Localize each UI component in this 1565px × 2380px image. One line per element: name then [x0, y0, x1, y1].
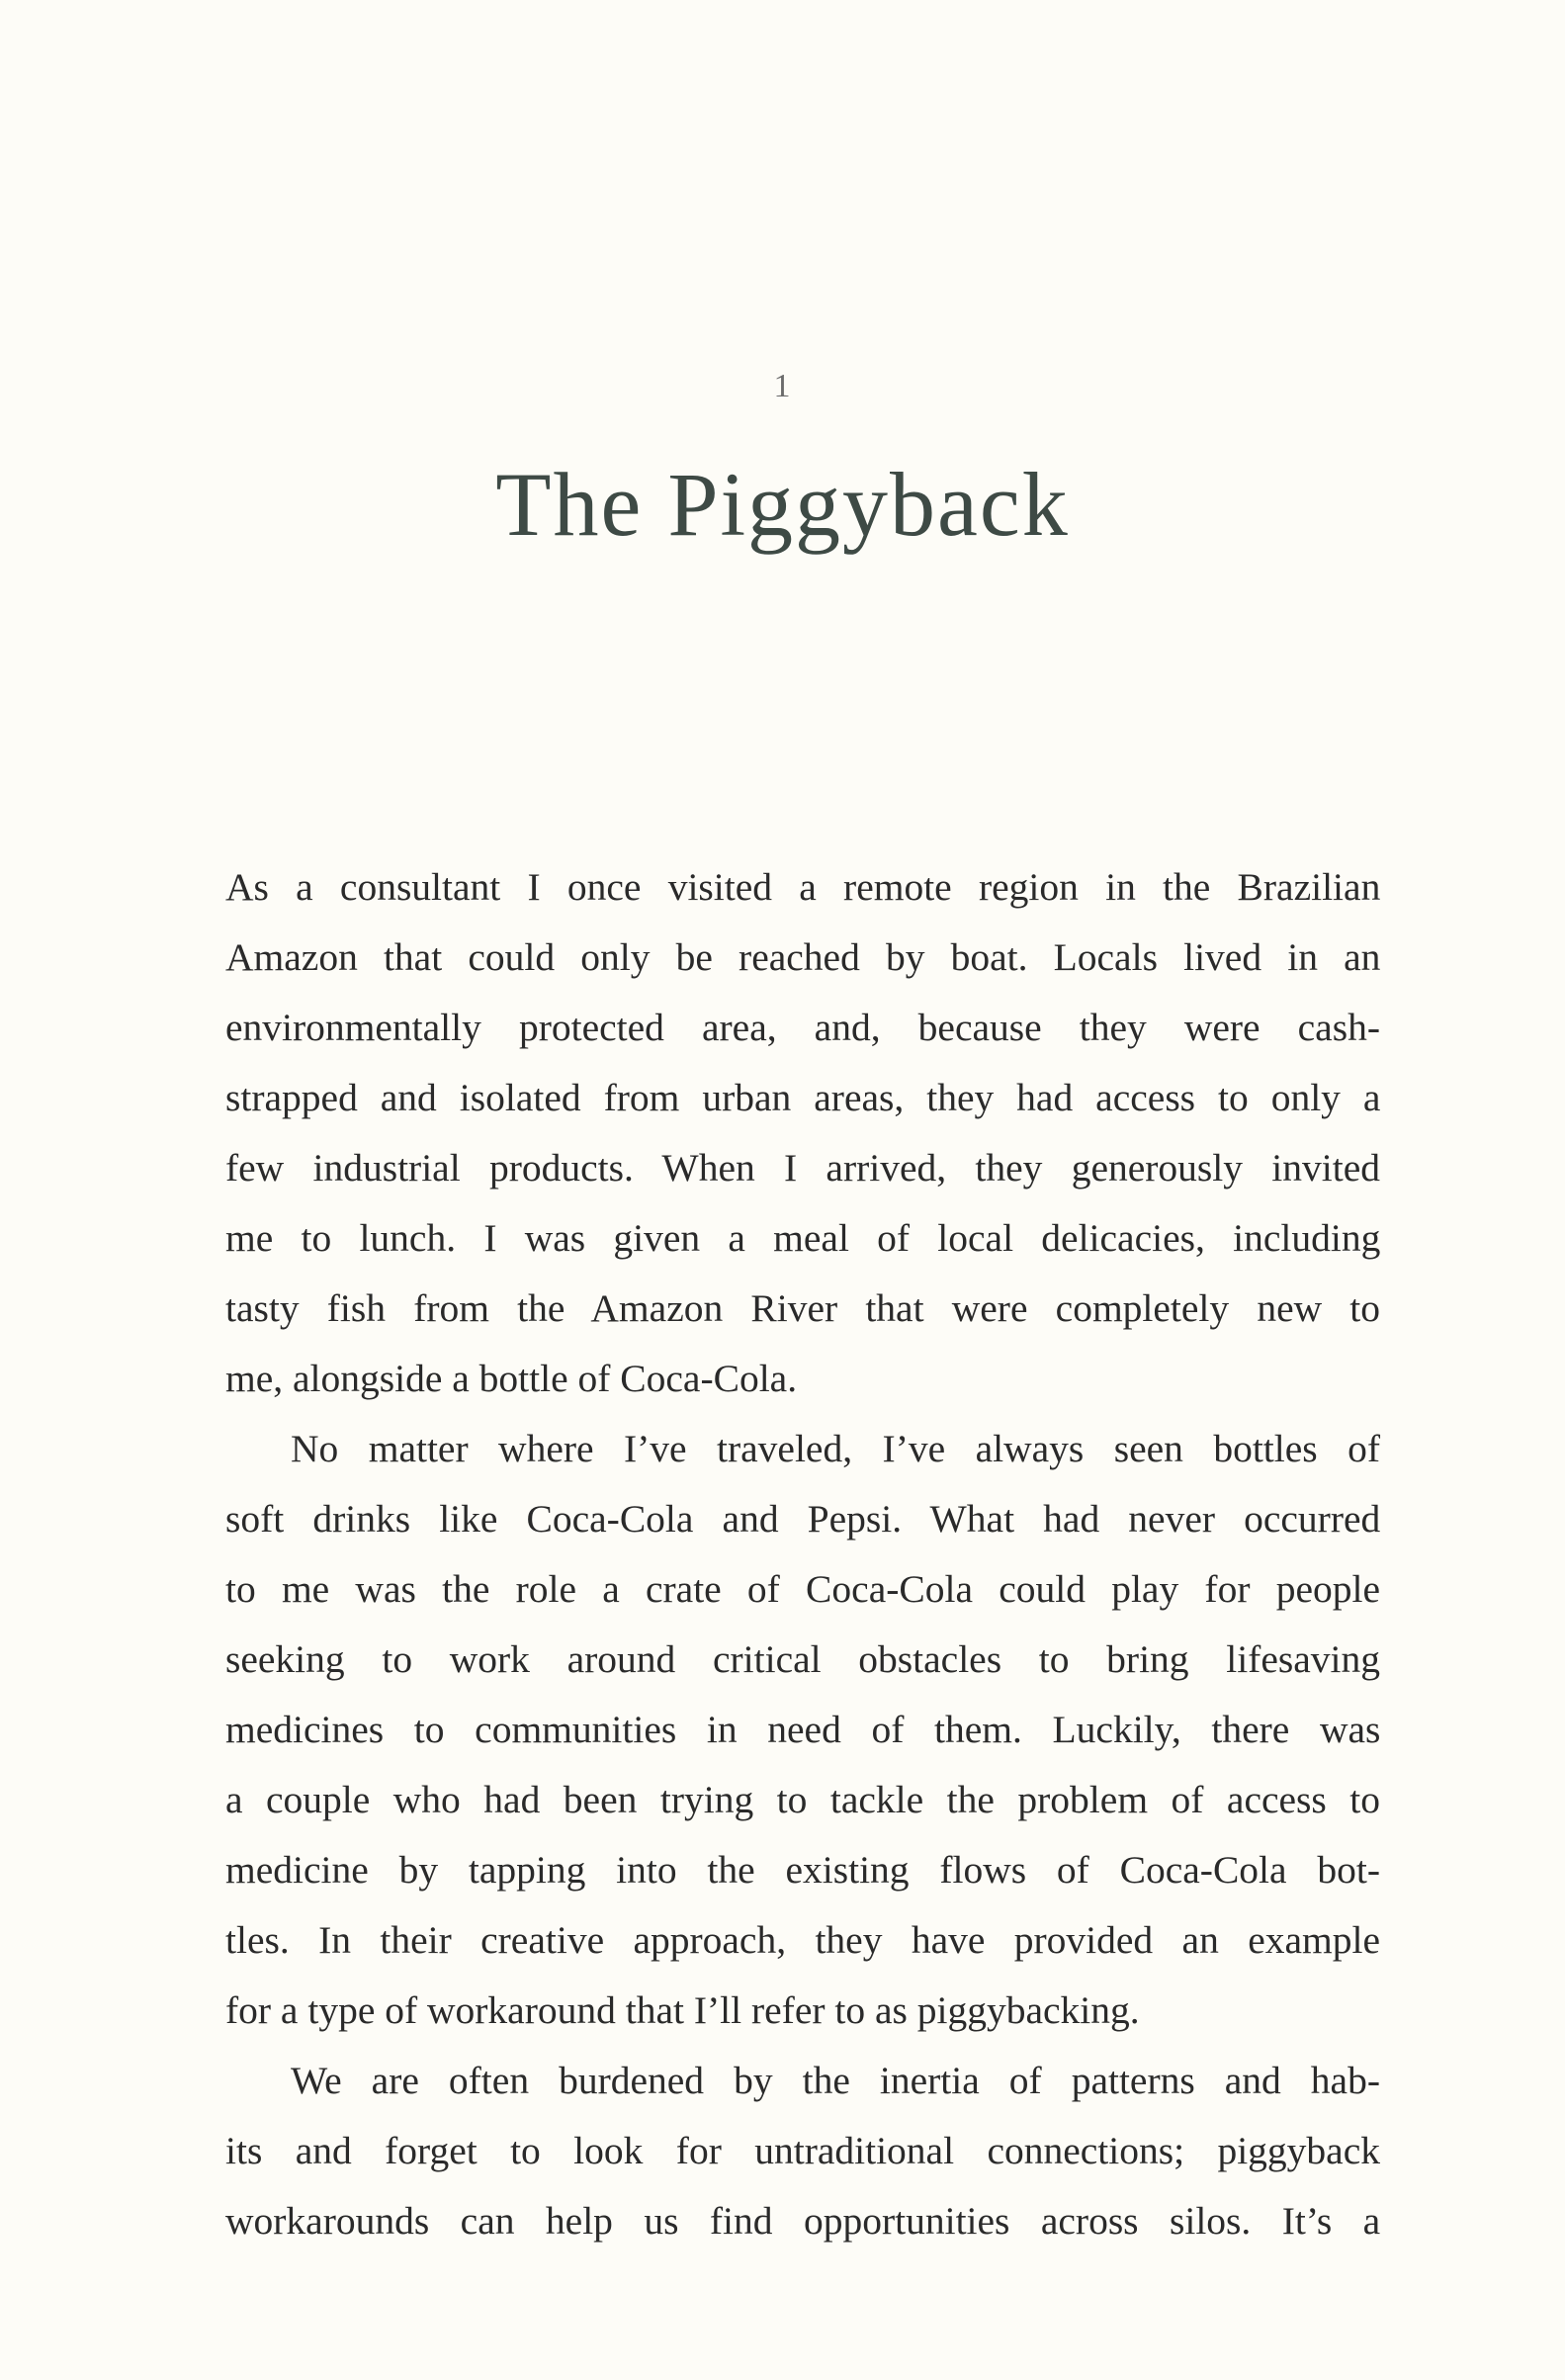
text-line: medicine by tapping into the existing flows of Coca-Cola bot- — [225, 1848, 1380, 1892]
chapter-title: The Piggyback — [495, 454, 1070, 555]
text-line: We are often burdened by the inertia of patterns and hab- — [291, 2059, 1380, 2102]
text-line: seeking to work around critical obstacles to bring lifesaving — [225, 1637, 1380, 1681]
text-line: Amazon that could only be reached by boat. Locals lived in an — [225, 935, 1381, 979]
paragraph-1 — [225, 852, 1380, 1414]
text-line: me, alongside a bottle of Coca-Cola. — [225, 1357, 798, 1400]
text-line: for a type of workaround that I’ll refer to as piggybacking. — [225, 1988, 1140, 2032]
text-line: me to lunch. I was given a meal of local delicacies, including — [225, 1216, 1381, 1260]
text-line: workarounds can help us find opportunities across silos. It’s a — [225, 2199, 1381, 2243]
text-line: its and forget to look for untraditional connections; piggyback — [225, 2129, 1380, 2172]
text-line: As a consultant I once visited a remote region in the Brazilian — [225, 865, 1381, 909]
paragraph-3 — [225, 2046, 1380, 2256]
text-line: environmentally protected area, and, because they were cash- — [225, 1006, 1380, 1049]
body-text — [225, 852, 1380, 2256]
text-line: strapped and isolated from urban areas, they had access to only a — [225, 1076, 1381, 1119]
text-line: soft drinks like Coca-Cola and Pepsi. What had never occurred — [225, 1497, 1381, 1541]
text-line: No matter where I’ve traveled, I’ve always seen bottles of — [291, 1427, 1380, 1470]
text-line: medicines to communities in need of them. Luckily, there was — [225, 1708, 1381, 1751]
text-line: tasty fish from the Amazon River that were completely new to — [225, 1286, 1381, 1330]
paragraph-2 — [225, 1414, 1380, 2046]
text-line: to me was the role a crate of Coca-Cola could play for people — [225, 1567, 1380, 1611]
text-line: a couple who had been trying to tackle the problem of access to — [225, 1778, 1380, 1821]
chapter-number: 1 — [773, 368, 792, 404]
text-line: tles. In their creative approach, they have provided an example — [225, 1918, 1380, 1962]
text-line: few industrial products. When I arrived, they generously invited — [225, 1146, 1380, 1190]
